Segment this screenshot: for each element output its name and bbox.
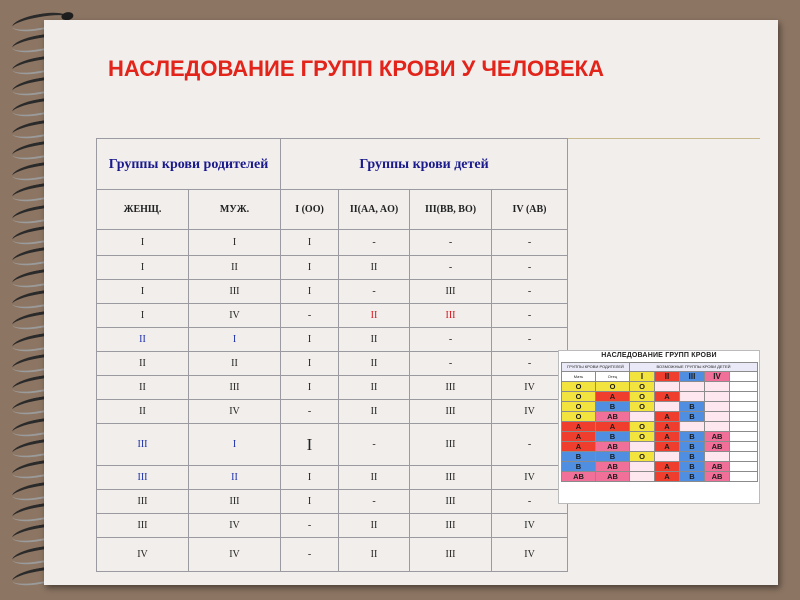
thumbnail-cell: A [655,472,680,482]
thumbnail-numeral: II [655,372,680,382]
table-cell: - [339,490,410,514]
table-cell: II [189,466,281,490]
thumbnail-cell: O [630,392,655,402]
table-cell: - [410,230,492,256]
thumbnail-cell [630,472,655,482]
thumbnail-row [562,392,758,402]
thumbnail-cell: B [596,402,630,412]
table-row [97,424,568,466]
table-cell: - [492,230,568,256]
thumbnail-row [562,382,758,392]
thumbnail-empty-cell [730,422,758,432]
thumbnail-cell: O [562,412,596,422]
thumbnail-cell: B [680,452,705,462]
thumbnail-cell: AB [705,472,730,482]
thumbnail-row [562,442,758,452]
table-cell: III [410,376,492,400]
children-header: Группы крови детей [281,139,568,190]
thumbnail-row [562,472,758,482]
thumbnail-cell: B [680,462,705,472]
thumbnail-cell: B [680,402,705,412]
thumbnail-parents-header: ГРУППЫ КРОВИ РОДИТЕЛЕЙ [562,363,630,372]
thumbnail-cell [655,452,680,462]
table-cell: I [97,230,189,256]
thumbnail-row [562,462,758,472]
thumbnail-cell [630,442,655,452]
table-cell: II [339,376,410,400]
thumbnail-cell: O [630,432,655,442]
thumbnail-cell: A [596,392,630,402]
table-cell: I [281,328,339,352]
table-cell: - [281,400,339,424]
thumbnail-cell [680,422,705,432]
thumbnail-empty-cell [730,402,758,412]
thumbnail-cell: B [680,412,705,422]
table-row [97,352,568,376]
thumbnail-cell: AB [596,472,630,482]
table-cell: I [97,256,189,280]
table-cell: III [189,490,281,514]
table-cell: IV [492,466,568,490]
table-row [97,256,568,280]
table-cell: - [492,328,568,352]
table-cell: IV [189,400,281,424]
table-cell: IV [189,304,281,328]
table-cell: - [339,424,410,466]
table-cell: III [97,490,189,514]
table-cell: II [339,304,410,328]
thumbnail-numeral: IV [705,372,730,382]
thumbnail-numeral: I [630,372,655,382]
table-cell: I [281,466,339,490]
table-cell: IV [97,538,189,572]
thumbnail-cell: AB [562,472,596,482]
table-cell: - [492,424,568,466]
table-cell: - [410,352,492,376]
thumbnail-cell: A [655,432,680,442]
table-cell: II [339,352,410,376]
column-header-group-3: III(BB, BO) [410,190,492,230]
thumbnail-cell: B [596,432,630,442]
thumbnail-cell: O [630,422,655,432]
table-cell: II [97,328,189,352]
table-cell: II [97,352,189,376]
thumbnail-empty-cell [730,372,758,382]
table-cell: - [281,538,339,572]
table-cell: II [339,256,410,280]
thumbnail-cell: AB [705,442,730,452]
thumbnail-cell: A [655,442,680,452]
table-cell: II [339,538,410,572]
table-cell: III [410,538,492,572]
table-cell: I [281,256,339,280]
thumbnail-cell [630,412,655,422]
thumbnail-cell: O [630,402,655,412]
thumbnail-row [562,402,758,412]
thumbnail-row [562,432,758,442]
table-cell: I [281,376,339,400]
table-cell: I [97,304,189,328]
thumbnail-cell [705,402,730,412]
thumbnail-cell [705,382,730,392]
thumbnail-cell: A [655,462,680,472]
table-row [97,230,568,256]
table-cell: II [339,514,410,538]
thumbnail-cell [630,462,655,472]
thumbnail-empty-cell [730,382,758,392]
table-cell: I [189,230,281,256]
thumbnail-row [562,412,758,422]
table-cell: IV [492,400,568,424]
thumbnail-cell: O [562,402,596,412]
column-header-group-2: II(AA, AO) [339,190,410,230]
table-cell: - [339,280,410,304]
table-cell: IV [492,514,568,538]
table-cell: II [97,400,189,424]
table-cell: - [410,328,492,352]
inheritance-chart-thumbnail [558,350,760,504]
thumbnail-empty-cell [730,442,758,452]
table-cell: I [281,230,339,256]
table-row [97,280,568,304]
thumbnail-children-header: ВОЗМОЖНЫЕ ГРУППЫ КРОВИ ДЕТЕЙ [630,363,758,372]
thumbnail-cell: O [630,452,655,462]
page-title: НАСЛЕДОВАНИЕ ГРУПП КРОВИ У ЧЕЛОВЕКА [108,56,604,81]
table-row [97,376,568,400]
thumbnail-title: НАСЛЕДОВАНИЕ ГРУПП КРОВИ [601,352,717,359]
thumbnail-cell [680,382,705,392]
table-cell: III [410,400,492,424]
table-cell: I [281,490,339,514]
thumbnail-row [562,452,758,462]
thumbnail-cell [680,392,705,402]
thumbnail-row [562,422,758,432]
table-cell: III [410,514,492,538]
table-cell: III [97,514,189,538]
table-cell: I [97,280,189,304]
table-cell: III [97,466,189,490]
thumbnail-cell: A [596,422,630,432]
table-cell: I [281,424,339,466]
table-cell: I [281,280,339,304]
table-cell: IV [189,514,281,538]
thumbnail-cell: O [596,382,630,392]
table-cell: - [492,304,568,328]
table-cell: IV [189,538,281,572]
table-cell: III [410,280,492,304]
thumbnail-table [561,362,758,482]
thumbnail-cell: B [680,432,705,442]
thumbnail-empty-cell [730,392,758,402]
table-cell: I [281,352,339,376]
thumbnail-cell: AB [596,462,630,472]
thumbnail-cell: AB [705,432,730,442]
table-cell: - [492,352,568,376]
column-header-group-1: I (OO) [281,190,339,230]
table-row [97,466,568,490]
thumbnail-cell: AB [705,462,730,472]
thumbnail-cell: B [562,452,596,462]
table-row [97,304,568,328]
table-cell: - [492,256,568,280]
table-cell: III [410,490,492,514]
thumbnail-cell: AB [596,442,630,452]
table-cell: - [339,230,410,256]
thumbnail-cell: A [655,392,680,402]
table-row [97,328,568,352]
thumbnail-cell: A [655,422,680,432]
thumbnail-cell: B [596,452,630,462]
table-row [97,490,568,514]
thumbnail-father-label: Отец [596,372,630,382]
thumbnail-cell: A [655,412,680,422]
table-cell: - [410,256,492,280]
thumbnail-empty-cell [730,452,758,462]
table-cell: II [339,466,410,490]
thumbnail-cell: O [630,382,655,392]
table-cell: III [189,376,281,400]
table-cell: - [492,280,568,304]
thumbnail-cell [705,422,730,432]
table-cell: II [189,256,281,280]
thumbnail-cell: A [562,432,596,442]
thumbnail-cell: A [562,442,596,452]
thumbnail-numeral: III [680,372,705,382]
column-header-mother: ЖЕНЩ. [97,190,189,230]
thumbnail-empty-cell [730,412,758,422]
thumbnail-empty-cell [730,472,758,482]
table-row [97,514,568,538]
thumbnail-cell: B [680,442,705,452]
thumbnail-cell [705,452,730,462]
table-cell: II [339,328,410,352]
thumbnail-empty-cell [730,462,758,472]
thumbnail-cell [705,392,730,402]
table-cell: III [189,280,281,304]
table-row [97,538,568,572]
blood-group-table [96,138,568,572]
column-header-father: МУЖ. [189,190,281,230]
thumbnail-cell: B [680,472,705,482]
table-cell: III [410,424,492,466]
table-cell: - [492,490,568,514]
table-cell: IV [492,538,568,572]
thumbnail-cell: AB [596,412,630,422]
table-cell: III [97,424,189,466]
thumbnail-cell [655,402,680,412]
table-cell: - [281,514,339,538]
divider-line [540,138,760,139]
thumbnail-cell: B [562,462,596,472]
parents-header: Группы крови родителей [97,139,281,190]
column-header-group-4: IV (AB) [492,190,568,230]
table-cell: I [189,424,281,466]
thumbnail-cell [705,412,730,422]
table-cell: - [281,304,339,328]
table-cell: II [189,352,281,376]
thumbnail-cell: O [562,382,596,392]
thumbnail-empty-cell [730,432,758,442]
table-cell: I [189,328,281,352]
table-cell: III [410,466,492,490]
table-row [97,400,568,424]
table-cell: III [410,304,492,328]
table-cell: IV [492,376,568,400]
thumbnail-cell: O [562,392,596,402]
table-cell: II [97,376,189,400]
thumbnail-mother-label: Мать [562,372,596,382]
table-cell: II [339,400,410,424]
thumbnail-cell [655,382,680,392]
thumbnail-cell: A [562,422,596,432]
